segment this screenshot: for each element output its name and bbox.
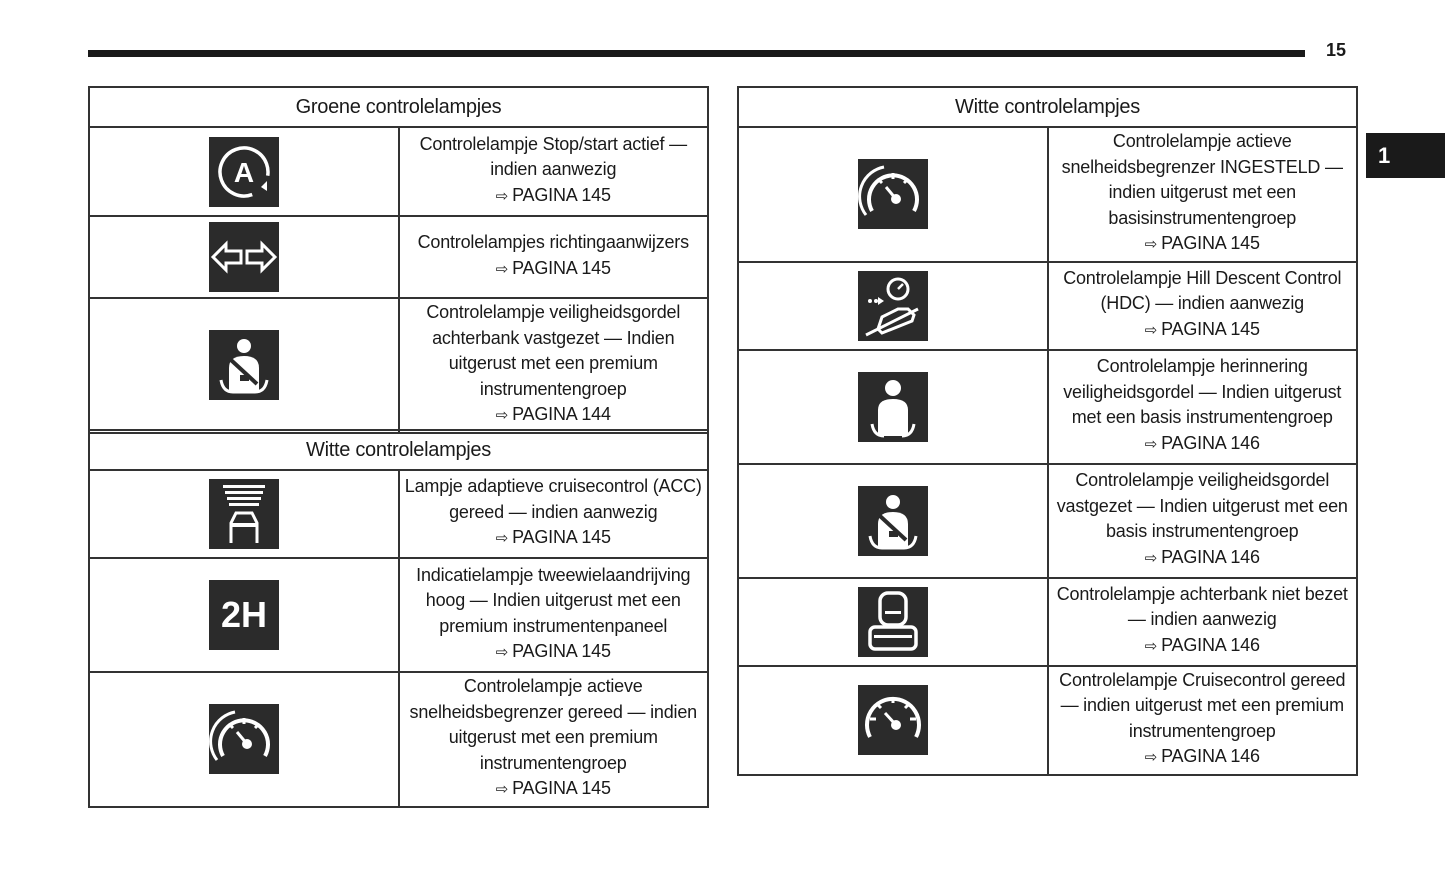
arrow-right-icon: ⇨ xyxy=(1144,637,1158,655)
page-reference-label: PAGINA 145 xyxy=(512,527,611,548)
row-description: Controlelampje veiligheidsgordel achterbank vastgezet — Indien uitgerust met een premium instrumentengroep xyxy=(426,302,681,399)
speed-limiter-icon xyxy=(858,159,928,229)
row-description: Controlelampje veiligheidsgordel vastgezet — Indien uitgerust met een basis instrumentengroep xyxy=(1056,470,1348,541)
table-title: Witte controlelampjes xyxy=(738,87,1357,127)
arrow-right-icon: ⇨ xyxy=(1144,549,1158,567)
table-title: Groene controlelampjes xyxy=(89,87,708,127)
page-number: 15 xyxy=(1326,40,1347,60)
green-lamps-table xyxy=(88,86,709,434)
table-row xyxy=(738,464,1357,578)
page-reference-link[interactable] xyxy=(404,402,704,429)
chapter-tab[interactable]: 1 xyxy=(1366,133,1445,178)
row-description: Indicatielampje tweewielaandrijving hoog — Indien uitgerust met een premium instrumentenpaneel xyxy=(416,564,691,636)
page-reference-label: PAGINA 145 xyxy=(512,778,611,798)
page-reference-link[interactable] xyxy=(404,256,704,283)
seatbelt-buckled-icon xyxy=(209,330,279,400)
arrow-right-icon: ⇨ xyxy=(1144,321,1158,339)
arrow-right-icon: ⇨ xyxy=(495,644,509,661)
table-row xyxy=(738,127,1357,262)
table-title: Witte controlelampjes xyxy=(89,430,708,470)
table-row xyxy=(738,262,1357,350)
page-reference-link[interactable] xyxy=(1053,744,1353,771)
arrow-right-icon: ⇨ xyxy=(1144,435,1158,453)
page-reference-label: PAGINA 145 xyxy=(512,257,611,278)
top-rule xyxy=(88,50,1305,57)
row-description: Controlelampje Stop/start actief — indien aanwezig xyxy=(419,133,687,180)
table-row xyxy=(89,672,708,807)
white-lamps-table-right xyxy=(737,86,1358,776)
row-description: Controlelampje herinnering veiligheidsgordel — Indien uitgerust met een basis instrumentengroep xyxy=(1063,356,1342,427)
adaptive-cruise-icon xyxy=(209,479,279,549)
page-reference-link[interactable] xyxy=(404,639,704,666)
page-reference-label: PAGINA 146 xyxy=(1161,546,1260,567)
cruise-control-icon xyxy=(858,685,928,755)
row-description: Controlelampje achterbank niet bezet — indien aanwezig xyxy=(1056,583,1348,630)
page-reference-label: PAGINA 145 xyxy=(1161,318,1260,339)
rear-seat-unoccupied-icon xyxy=(858,587,928,657)
page-reference-label: PAGINA 146 xyxy=(1161,746,1260,766)
icon-label: 2H xyxy=(220,594,267,635)
two-wheel-drive-high-icon xyxy=(209,580,279,650)
page-reference-label: PAGINA 145 xyxy=(1161,233,1260,253)
arrow-right-icon: ⇨ xyxy=(495,530,509,548)
table-row xyxy=(738,350,1357,464)
page-reference-label: PAGINA 145 xyxy=(512,184,611,205)
row-description: Controlelampje Cruisecontrol gereed — indien uitgerust met een premium instrumentengroep xyxy=(1059,669,1346,741)
table-row xyxy=(89,558,708,672)
table-row xyxy=(738,578,1357,666)
row-description: Controlelampjes richtingaanwijzers xyxy=(417,232,689,252)
page-reference-link[interactable] xyxy=(1053,317,1353,344)
arrow-right-icon: ⇨ xyxy=(1144,749,1158,766)
white-lamps-table-left xyxy=(88,429,709,808)
row-description: Controlelampje Hill Descent Control (HDC) — indien aanwezig xyxy=(1063,267,1342,314)
seatbelt-buckled-icon xyxy=(858,486,928,556)
page-reference-link[interactable] xyxy=(404,525,704,552)
hill-descent-control-icon xyxy=(858,271,928,341)
arrow-right-icon: ⇨ xyxy=(495,407,509,424)
page-reference-label: PAGINA 145 xyxy=(512,641,611,661)
row-description: Controlelampje actieve snelheidsbegrenzer gereed — indien uitgerust met een premium instrumentengroep xyxy=(409,676,697,773)
auto-stop-start-icon xyxy=(209,137,279,207)
page-reference-link[interactable] xyxy=(404,183,704,210)
table-row xyxy=(89,127,708,216)
row-description: Lampje adaptieve cruisecontrol (ACC) gereed — indien aanwezig xyxy=(404,476,702,522)
speed-limiter-icon xyxy=(209,704,279,774)
page-reference-link[interactable] xyxy=(1053,633,1353,660)
arrow-right-icon: ⇨ xyxy=(495,260,509,278)
arrow-right-icon: ⇨ xyxy=(495,187,509,205)
arrow-right-icon: ⇨ xyxy=(495,781,509,798)
page-reference-link[interactable] xyxy=(404,776,704,803)
page-reference-label: PAGINA 146 xyxy=(1161,432,1260,453)
row-description: Controlelampje actieve snelheidsbegrenzer INGESTELD — indien uitgerust met een basisinstrumentengroep xyxy=(1061,131,1343,228)
arrow-right-icon: ⇨ xyxy=(1144,236,1158,253)
page-reference-label: PAGINA 144 xyxy=(512,404,611,424)
table-row xyxy=(89,470,708,558)
page-reference-link[interactable] xyxy=(1053,431,1353,458)
table-row xyxy=(89,216,708,298)
page-reference-link[interactable] xyxy=(1053,545,1353,572)
page-reference-link[interactable] xyxy=(1053,231,1353,258)
turn-signals-icon xyxy=(209,222,279,292)
table-row xyxy=(89,298,708,433)
svg-text:A: A xyxy=(233,156,254,188)
page-reference-label: PAGINA 146 xyxy=(1161,634,1260,655)
seatbelt-reminder-icon xyxy=(858,372,928,442)
table-row xyxy=(738,666,1357,775)
